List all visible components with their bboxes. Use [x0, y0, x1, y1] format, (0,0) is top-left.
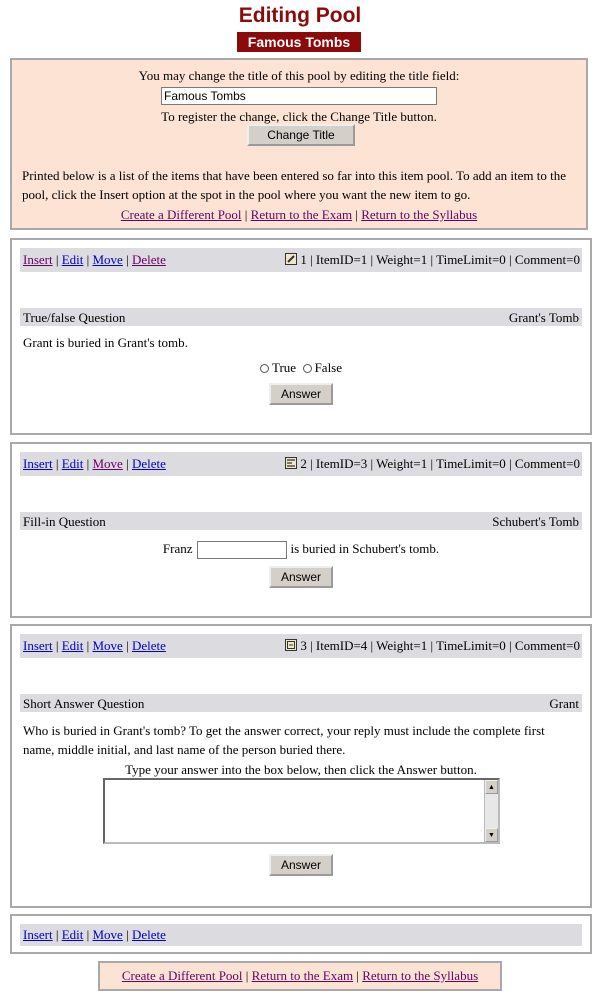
return-exam-link[interactable]: Return to the Exam: [250, 207, 353, 222]
question-type-bar: [20, 694, 582, 712]
pool-item-card: [10, 238, 592, 435]
question-tag: Grant: [549, 696, 579, 711]
create-pool-link[interactable]: Create a Different Pool: [121, 968, 243, 983]
action-separator: |: [86, 456, 90, 471]
action-separator: |: [126, 456, 129, 471]
link-separator: |: [244, 207, 248, 222]
link-separator: |: [355, 207, 358, 222]
answer-button[interactable]: Answer: [269, 854, 333, 876]
link-separator: |: [245, 968, 249, 983]
scroll-up-icon[interactable]: ▲: [485, 780, 498, 794]
question-prompt: Grant is buried in Grant's tomb.: [23, 335, 188, 350]
question-tag: Grant's Tomb: [508, 310, 579, 325]
question-type-bar: [20, 308, 582, 326]
move-link[interactable]: Move: [92, 927, 123, 942]
delete-link[interactable]: Delete: [131, 638, 166, 653]
false-label: False: [314, 360, 343, 375]
answer-button[interactable]: Answer: [269, 566, 333, 588]
fill-in-suffix: is buried in Schubert's tomb.: [290, 541, 440, 556]
action-separator: |: [126, 252, 129, 267]
item-toolbar: [20, 924, 582, 946]
scroll-down-icon[interactable]: ▼: [485, 828, 498, 842]
action-separator: |: [86, 927, 90, 942]
create-pool-link[interactable]: Create a Different Pool: [120, 207, 242, 222]
page-title: Editing Pool: [238, 4, 362, 27]
question-type: True/false Question: [23, 310, 126, 325]
edit-link[interactable]: Edit: [61, 927, 84, 942]
pool-item-card: [10, 624, 592, 908]
delete-link[interactable]: Delete: [131, 456, 166, 471]
return-exam-link[interactable]: Return to the Exam: [251, 968, 354, 983]
action-separator: |: [55, 638, 59, 653]
insert-link[interactable]: Insert: [23, 638, 53, 653]
edit-pencil-icon: [285, 253, 297, 265]
insert-link[interactable]: Insert: [23, 927, 53, 942]
fill-in-input[interactable]: [197, 541, 287, 559]
return-syllabus-link[interactable]: Return to the Syllabus: [361, 207, 478, 222]
insert-link[interactable]: Insert: [23, 252, 53, 267]
edit-link[interactable]: Edit: [61, 456, 84, 471]
pool-settings-panel: [10, 58, 588, 230]
fill-in-prefix: Franz: [162, 541, 193, 556]
action-separator: |: [55, 456, 59, 471]
false-radio[interactable]: [303, 364, 312, 373]
pool-end-card: [10, 914, 592, 954]
question-type-bar: [20, 512, 582, 530]
question-type: Short Answer Question: [23, 696, 145, 711]
question-type: Fill-in Question: [23, 514, 106, 529]
edit-link[interactable]: Edit: [61, 252, 84, 267]
short-answer-icon: [285, 639, 297, 651]
footer-nav-links: [98, 961, 502, 991]
action-separator: |: [55, 252, 59, 267]
true-radio[interactable]: [260, 364, 269, 373]
pool-name-badge: Famous Tombs: [237, 32, 361, 52]
short-answer-textarea[interactable]: [103, 778, 500, 844]
action-separator: |: [55, 927, 59, 942]
textarea-scrollbar[interactable]: [484, 780, 498, 842]
question-tag: Schubert's Tomb: [492, 514, 579, 529]
item-meta: 3 | ItemID=4 | Weight=1 | TimeLimit=0 | Comment=0: [300, 638, 580, 653]
fill-in-icon: [285, 457, 297, 469]
item-toolbar: [20, 452, 582, 476]
item-meta: 2 | ItemID=3 | Weight=1 | TimeLimit=0 | Comment=0: [300, 456, 580, 471]
change-title-button[interactable]: Change Title: [247, 124, 355, 146]
pool-item-card: [10, 442, 592, 618]
item-toolbar: [20, 248, 582, 272]
pool-nav-links: [12, 207, 586, 223]
delete-link[interactable]: Delete: [131, 252, 166, 267]
true-false-options: [12, 360, 590, 376]
fill-in-sentence: [12, 541, 590, 559]
title-instruction: You may change the title of this pool by editing the title field:: [138, 68, 460, 83]
delete-link[interactable]: Delete: [131, 927, 166, 942]
action-separator: |: [86, 252, 90, 267]
move-link[interactable]: Move: [92, 638, 123, 653]
item-toolbar: [20, 634, 582, 658]
true-label: True: [271, 360, 297, 375]
item-meta: 1 | ItemID=1 | Weight=1 | TimeLimit=0 | Comment=0: [300, 252, 580, 267]
insert-link[interactable]: Insert: [23, 456, 53, 471]
pool-title-input[interactable]: [161, 87, 437, 105]
action-separator: |: [126, 638, 129, 653]
action-separator: |: [126, 927, 129, 942]
edit-link[interactable]: Edit: [61, 638, 84, 653]
action-separator: |: [86, 638, 90, 653]
pool-description: Printed below is a list of the items that have been entered so far into this item pool. To add an item to the pool, click the Insert option at the spot in the pool where you want the new item to go.: [22, 168, 567, 202]
return-syllabus-link[interactable]: Return to the Syllabus: [362, 968, 479, 983]
answer-button[interactable]: Answer: [269, 383, 333, 405]
link-separator: |: [356, 968, 359, 983]
move-link[interactable]: Move: [92, 456, 123, 471]
question-prompt: Who is buried in Grant's tomb? To get the answer correct, your reply must include the complete first name, middle initial, and last name of the person buried there.: [23, 723, 545, 757]
move-link[interactable]: Move: [92, 252, 123, 267]
register-instruction: To register the change, click the Change Title button.: [161, 109, 437, 124]
answer-instruction: Type your answer into the box below, then click the Answer button.: [125, 762, 477, 777]
